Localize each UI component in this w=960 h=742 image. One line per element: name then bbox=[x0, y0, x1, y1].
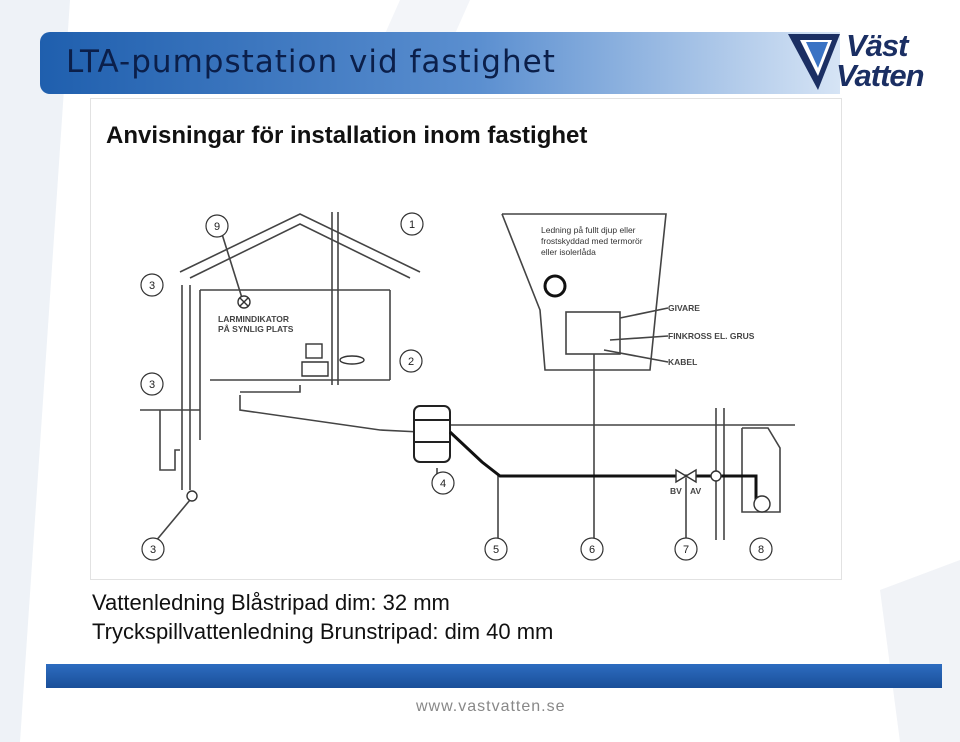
label-synlig-plats: PÅ SYNLIG PLATS bbox=[218, 324, 294, 334]
marker-8: 8 bbox=[757, 544, 765, 556]
marker-6: 6 bbox=[588, 544, 596, 556]
note-line-2: frostskyddad med termorör bbox=[541, 236, 643, 246]
marker-2: 2 bbox=[407, 356, 415, 368]
marker-3-top: 3 bbox=[148, 280, 156, 292]
label-av: AV bbox=[690, 486, 702, 496]
marker-9: 9 bbox=[213, 221, 221, 233]
marker-3-middle: 3 bbox=[148, 379, 156, 391]
label-bv: BV bbox=[670, 486, 682, 496]
label-finkross: FINKROSS EL. GRUS bbox=[668, 331, 755, 341]
logo-text-vatten: Vatten bbox=[836, 58, 924, 93]
note-line-1: Ledning på fullt djup eller bbox=[541, 225, 636, 235]
label-kabel: KABEL bbox=[668, 357, 698, 367]
slide-title: LTA-pumpstation vid fastighet bbox=[66, 44, 556, 80]
marker-1: 1 bbox=[408, 219, 416, 231]
label-givare: GIVARE bbox=[668, 303, 700, 313]
diagram-title: Anvisningar för installation inom fastighet bbox=[106, 122, 588, 149]
marker-5: 5 bbox=[492, 544, 500, 556]
footer-bar bbox=[46, 664, 942, 688]
caption-pressure-line: Tryckspillvattenledning Brunstripad: dim 40 mm bbox=[92, 619, 554, 644]
logo-text-vast: Väst bbox=[846, 28, 908, 63]
label-larmindikator: LARMINDIKATOR bbox=[218, 314, 289, 324]
installation-drawing bbox=[90, 98, 840, 578]
note-line-3: eller isolerlåda bbox=[541, 247, 596, 257]
caption-water-line: Vattenledning Blåstripad dim: 32 mm bbox=[92, 590, 450, 615]
marker-7: 7 bbox=[682, 544, 690, 556]
marker-3-bottom: 3 bbox=[149, 544, 157, 556]
marker-4: 4 bbox=[439, 478, 447, 490]
footer-url: www.vastvatten.se bbox=[416, 698, 566, 715]
